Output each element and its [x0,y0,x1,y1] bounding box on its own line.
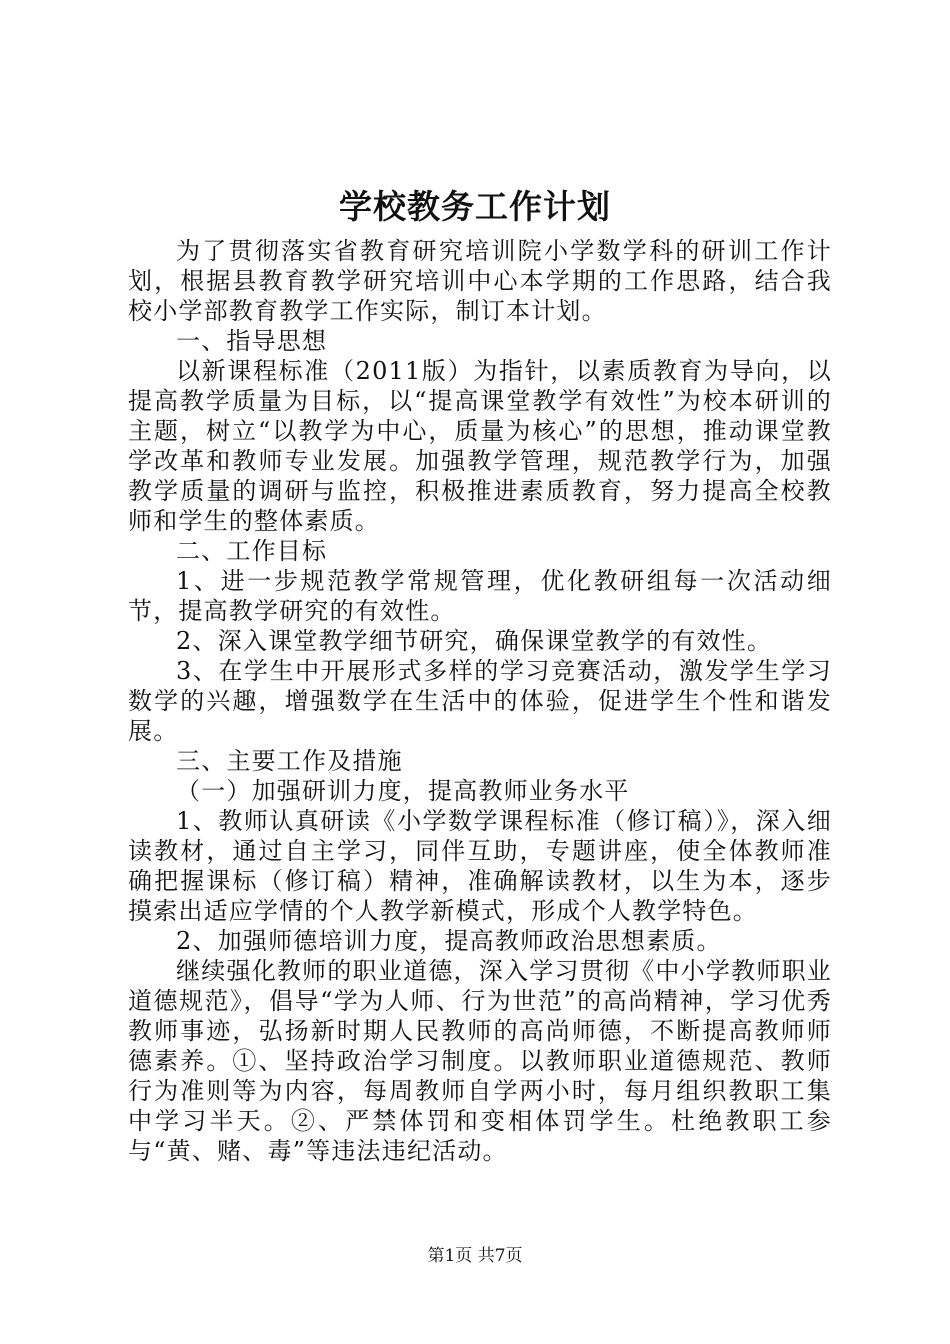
section-heading-work-goals: 二、工作目标 [176,537,328,565]
guiding-thought-paragraph: 以新课程标准（2011版）为指针，以素质教育为导向，以提高教学质量为目标，以“提高课堂教学有效性”为校本研训的主题，树立“以教学为中心，质量为核心”的思想，推动课堂教学改革和教师专业发展。加强教学管理，规范教学行为，加强教学质量的调研与监控，积极推进素质教育，努力提高全校教师和学生的整体素质。 [128,357,832,535]
section-heading-guiding-thought: 一、指导思想 [176,327,328,355]
document-body [128,236,832,1166]
intro-paragraph: 为了贯彻落实省教育研究培训院小学数学科的研训工作计划，根据县教育教学研究培训中心本学期的工作思路，结合我校小学部教育教学工作实际，制订本计划。 [128,237,832,325]
goal-item-2: 2、深入课堂教学细节研究，确保课堂教学的有效性。 [176,627,773,655]
page-footer: 第1页 共7页 [427,1246,523,1266]
measure-item-2: 2、加强师德培训力度，提高教师政治思想素质。 [176,927,722,955]
measure-item-1: 1、教师认真研读《小学数学课程标准（修订稿）》，深入细读教材，通过自主学习，同伴互助，专题讲座，使全体教师准确把握课标（修订稿）精神，准确解读教材，以生为本，逐步摸索出适应学情的个人教学新模式，形成个人教学特色。 [128,807,832,925]
section-heading-main-work: 三、主要工作及措施 [176,747,403,775]
goal-item-3: 3、在学生中开展形式多样的学习竞赛活动，激发学生学习数学的兴趣，增强数学在生活中的体验，促进学生个性和谐发展。 [128,657,832,745]
document-title: 学校教务工作计划 [339,187,611,226]
subsection-heading-training: （一）加强研训力度，提高教师业务水平 [176,777,630,805]
goal-item-1: 1、进一步规范教学常规管理，优化教研组每一次活动细节，提高教学研究的有效性。 [128,567,832,625]
ethics-paragraph: 继续强化教师的职业道德，深入学习贯彻《中小学教师职业道德规范》，倡导“学为人师、行为世范”的高尚精神，学习优秀教师事迹，弘扬新时期人民教师的高尚师德，不断提高教师师德素养。①、坚持政治学习制度。以教师职业道德规范、教师行为准则等为内容，每周教师自学两小时，每月组织教职工集中学习半天。②、严禁体罚和变相体罚学生。杜绝教职工参与“黄、赌、毒”等违法违纪活动。 [128,957,832,1165]
